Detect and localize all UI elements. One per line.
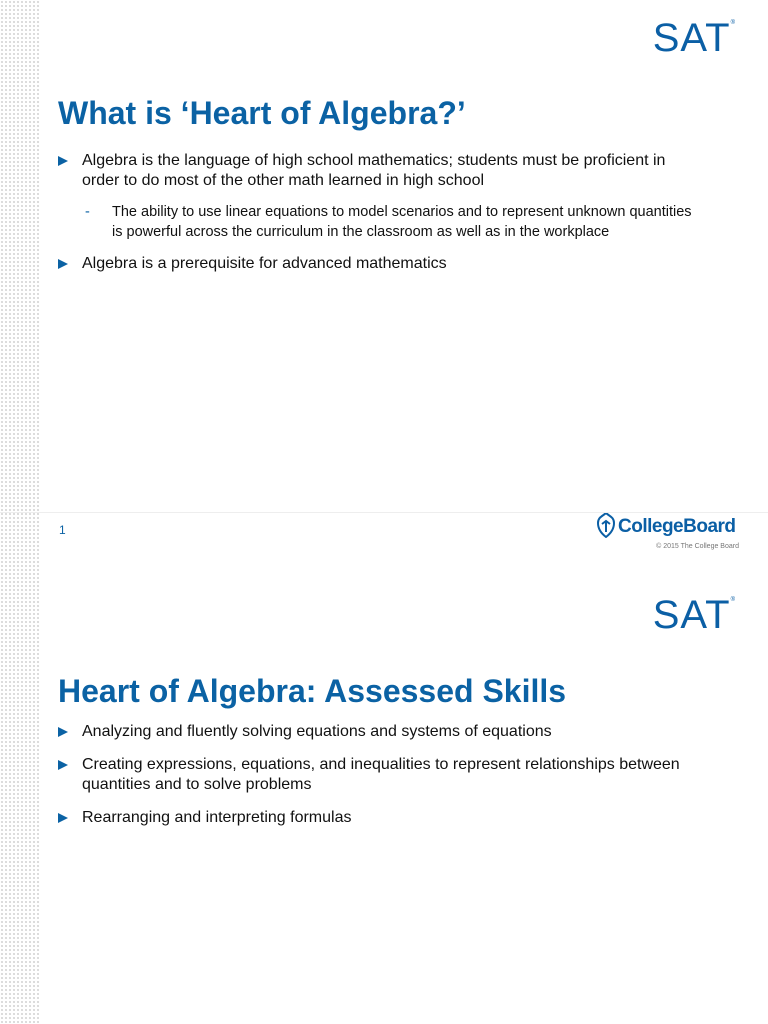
arrow-bullet-icon	[58, 727, 68, 737]
bullet-text: Rearranging and interpreting formulas	[82, 809, 352, 826]
sub-bullet-text: The ability to use linear equations to model scenarios and to represent unknown quantities is powerful across the curriculum in the classroom as well as in the workplace	[112, 204, 692, 240]
sat-logo-text: SAT	[652, 593, 731, 637]
bullet-list	[58, 151, 698, 287]
arrow-bullet-icon	[58, 813, 68, 823]
slide-title: Heart of Algebra: Assessed Skills	[58, 673, 567, 709]
page-number: 1	[59, 523, 66, 537]
bullet-list	[58, 722, 698, 841]
bullet-text: Algebra is a prerequisite for advanced mathematics	[82, 255, 447, 272]
bullet-item	[58, 151, 698, 191]
sat-logo-text: SAT	[652, 16, 731, 60]
arrow-bullet-icon	[58, 760, 68, 770]
arrow-bullet-icon	[58, 259, 68, 269]
bullet-item	[58, 254, 698, 274]
sat-logo: SAT®	[652, 16, 736, 60]
bullet-text: Algebra is the language of high school mathematics; students must be proficient in order to do most of the other math learned in high school	[82, 152, 666, 189]
bullet-item	[58, 808, 698, 828]
sat-logo: SAT®	[652, 593, 736, 637]
copyright: © 2015 The College Board	[656, 543, 739, 550]
dash-bullet-icon: -	[85, 204, 90, 220]
slide-title: What is ‘Heart of Algebra?’	[58, 95, 466, 131]
slide-2	[0, 512, 768, 1024]
sub-bullet-item	[58, 203, 698, 242]
arrow-bullet-icon	[58, 156, 68, 166]
bullet-item	[58, 722, 698, 742]
collegeboard-logo-text: CollegeBoard	[618, 516, 736, 537]
bullet-text: Creating expressions, equations, and inequalities to represent relationships between quantities and to solve problems	[82, 756, 680, 793]
bullet-text: Analyzing and fluently solving equations and systems of equations	[82, 723, 552, 740]
bullet-item	[58, 755, 698, 795]
